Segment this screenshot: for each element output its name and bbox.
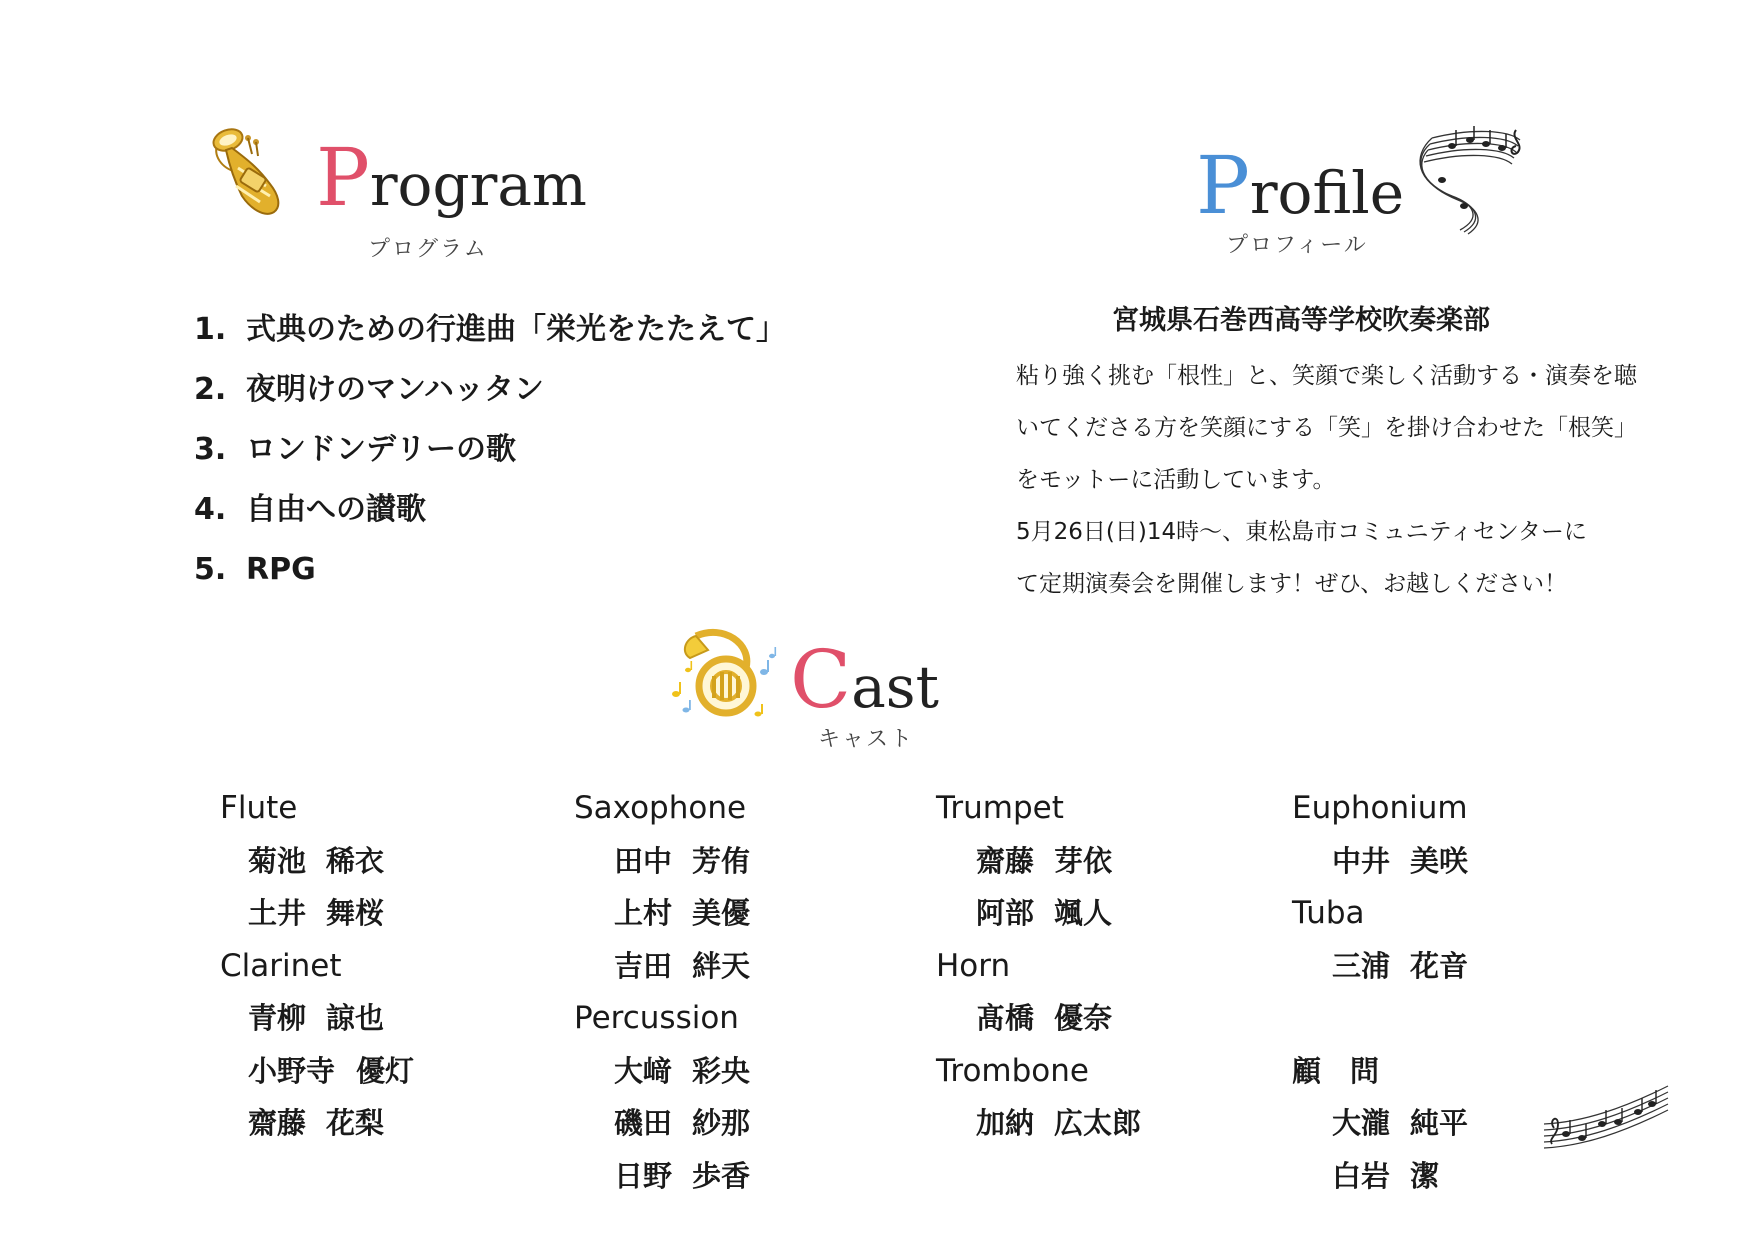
member-name: [574, 1097, 914, 1150]
member-first-name: 美咲: [1410, 843, 1469, 878]
program-heading: [316, 131, 587, 224]
member-first-name: 潔: [1410, 1158, 1440, 1193]
instrument-label: Flute: [220, 790, 298, 826]
member-name: [1292, 835, 1542, 888]
cast-column-1: [220, 782, 550, 1150]
member-name: [574, 887, 914, 940]
cast-column-2: [574, 782, 914, 1202]
member-first-name: 美優: [692, 896, 751, 930]
profile-line: て定期演奏会を開催します！ぜひ、お越しください！: [1016, 571, 1568, 597]
instrument-label: Saxophone: [574, 790, 747, 826]
instrument-label: Percussion: [574, 1000, 739, 1036]
member-name: [574, 1045, 914, 1098]
member-name: [936, 835, 1276, 888]
cast-heading: [790, 633, 939, 726]
member-first-name: 稀衣: [326, 843, 385, 878]
member-first-name: 歩香: [692, 1158, 751, 1193]
instrument-label: Tuba: [1292, 895, 1365, 931]
instrument-label: Trumpet: [936, 790, 1064, 826]
program-item: [194, 420, 786, 480]
profile-heading-initial: P: [1196, 139, 1250, 232]
member-last-name: 田中: [614, 843, 673, 878]
program-item-number: 4.: [194, 492, 227, 527]
member-first-name: 颯人: [1054, 896, 1113, 930]
member-first-name: 花梨: [326, 1106, 385, 1140]
program-item: [194, 480, 786, 540]
program-kana: プログラム: [368, 237, 488, 262]
member-first-name: 花音: [1410, 948, 1469, 983]
member-last-name: 三浦: [1332, 948, 1391, 983]
club-name: 宮城県石巻西高等学校吹奏楽部: [1112, 305, 1490, 336]
member-first-name: 優灯: [356, 1053, 415, 1088]
member-name: [1292, 1150, 1542, 1203]
instrument-label: Horn: [936, 947, 1011, 984]
member-last-name: 上村: [614, 896, 673, 930]
spacer: [1292, 992, 1542, 1045]
program-item: [194, 540, 786, 600]
musical-staff-icon: [1544, 1084, 1668, 1158]
profile-line: 5月26日(日)14時～、東松島市コミュニティセンターに: [1016, 519, 1587, 545]
advisor-label: 顧 問: [1292, 1053, 1380, 1088]
french-horn-icon: [668, 628, 776, 724]
member-name: [1292, 1097, 1542, 1150]
profile-heading: [1196, 139, 1405, 232]
member-last-name: 中井: [1332, 843, 1391, 878]
profile-description: [1016, 350, 1637, 610]
member-name: [574, 835, 914, 888]
member-last-name: 大﨑: [614, 1053, 673, 1088]
member-first-name: 彩央: [692, 1053, 751, 1088]
member-last-name: 菊池: [248, 843, 307, 878]
program-item-number: 5.: [194, 552, 227, 587]
profile-heading-rest: rofile: [1249, 159, 1405, 227]
program-item: [194, 360, 786, 420]
member-last-name: 磯田: [614, 1106, 673, 1140]
member-name: [936, 887, 1276, 940]
instrument-label: Euphonium: [1292, 790, 1468, 826]
member-last-name: 大瀧: [1332, 1106, 1391, 1140]
member-last-name: 齋藤: [976, 843, 1035, 878]
member-name: [574, 940, 914, 993]
cast-kana: キャスト: [818, 727, 915, 752]
member-last-name: 吉田: [614, 948, 673, 983]
instrument-label: Clarinet: [220, 947, 342, 984]
musical-staff-swirl-icon: [1412, 126, 1528, 234]
member-first-name: 芽依: [1054, 843, 1113, 878]
member-name: [220, 887, 550, 940]
profile-line: をモットーに活動しています。: [1016, 467, 1336, 493]
member-first-name: 純平: [1410, 1106, 1469, 1140]
member-first-name: 広太郎: [1054, 1106, 1142, 1140]
member-first-name: 舞桜: [326, 896, 385, 930]
member-name: [1292, 940, 1542, 993]
program-item-number: 3.: [194, 432, 227, 467]
member-last-name: 齋藤: [248, 1106, 307, 1140]
member-name: [936, 1097, 1276, 1150]
program-heading-rest: rogram: [369, 151, 587, 219]
profile-line: いてくださる方を笑顔にする「笑」を掛け合わせた「根笑」: [1016, 415, 1637, 441]
program-item-title: 自由への讃歌: [246, 492, 426, 527]
program-list: [194, 300, 786, 600]
member-first-name: 優奈: [1054, 1001, 1113, 1035]
program-heading-initial: P: [316, 131, 370, 224]
program-item-title: 式典のための行進曲「栄光をたたえて」: [246, 312, 786, 347]
member-last-name: 小野寺: [248, 1053, 336, 1088]
profile-kana: プロフィール: [1226, 233, 1368, 258]
euphonium-icon: [208, 128, 292, 220]
member-name: [220, 835, 550, 888]
cast-column-3: [936, 782, 1276, 1150]
member-last-name: 青柳: [248, 1001, 307, 1035]
member-name: [220, 1045, 550, 1098]
program-item: [194, 300, 786, 360]
program-item-title: ロンドンデリーの歌: [246, 432, 516, 467]
member-last-name: 白岩: [1332, 1158, 1391, 1193]
member-name: [220, 1097, 550, 1150]
member-first-name: 諒也: [326, 1001, 385, 1035]
program-item-title: 夜明けのマンハッタン: [246, 372, 544, 407]
member-first-name: 芳侑: [692, 843, 751, 878]
member-last-name: 髙橋: [976, 1001, 1035, 1035]
cast-heading-initial: C: [790, 633, 852, 726]
program-item-number: 2.: [194, 372, 227, 407]
profile-line: 粘り強く挑む「根性」と、笑顔で楽しく活動する・演奏を聴: [1016, 363, 1637, 389]
member-last-name: 土井: [248, 896, 307, 930]
program-item-title: RPG: [246, 552, 316, 587]
instrument-label: Trombone: [936, 1052, 1089, 1089]
member-name: [574, 1150, 914, 1203]
member-first-name: 紗那: [692, 1106, 751, 1140]
cast-heading-rest: ast: [851, 653, 939, 721]
member-name: [936, 992, 1276, 1045]
member-last-name: 阿部: [976, 896, 1035, 930]
member-last-name: 加納: [976, 1106, 1035, 1140]
cast-column-4: [1292, 782, 1542, 1202]
program-item-number: 1.: [194, 312, 227, 347]
member-last-name: 日野: [614, 1158, 673, 1193]
member-first-name: 絆天: [692, 948, 751, 983]
member-name: [220, 992, 550, 1045]
